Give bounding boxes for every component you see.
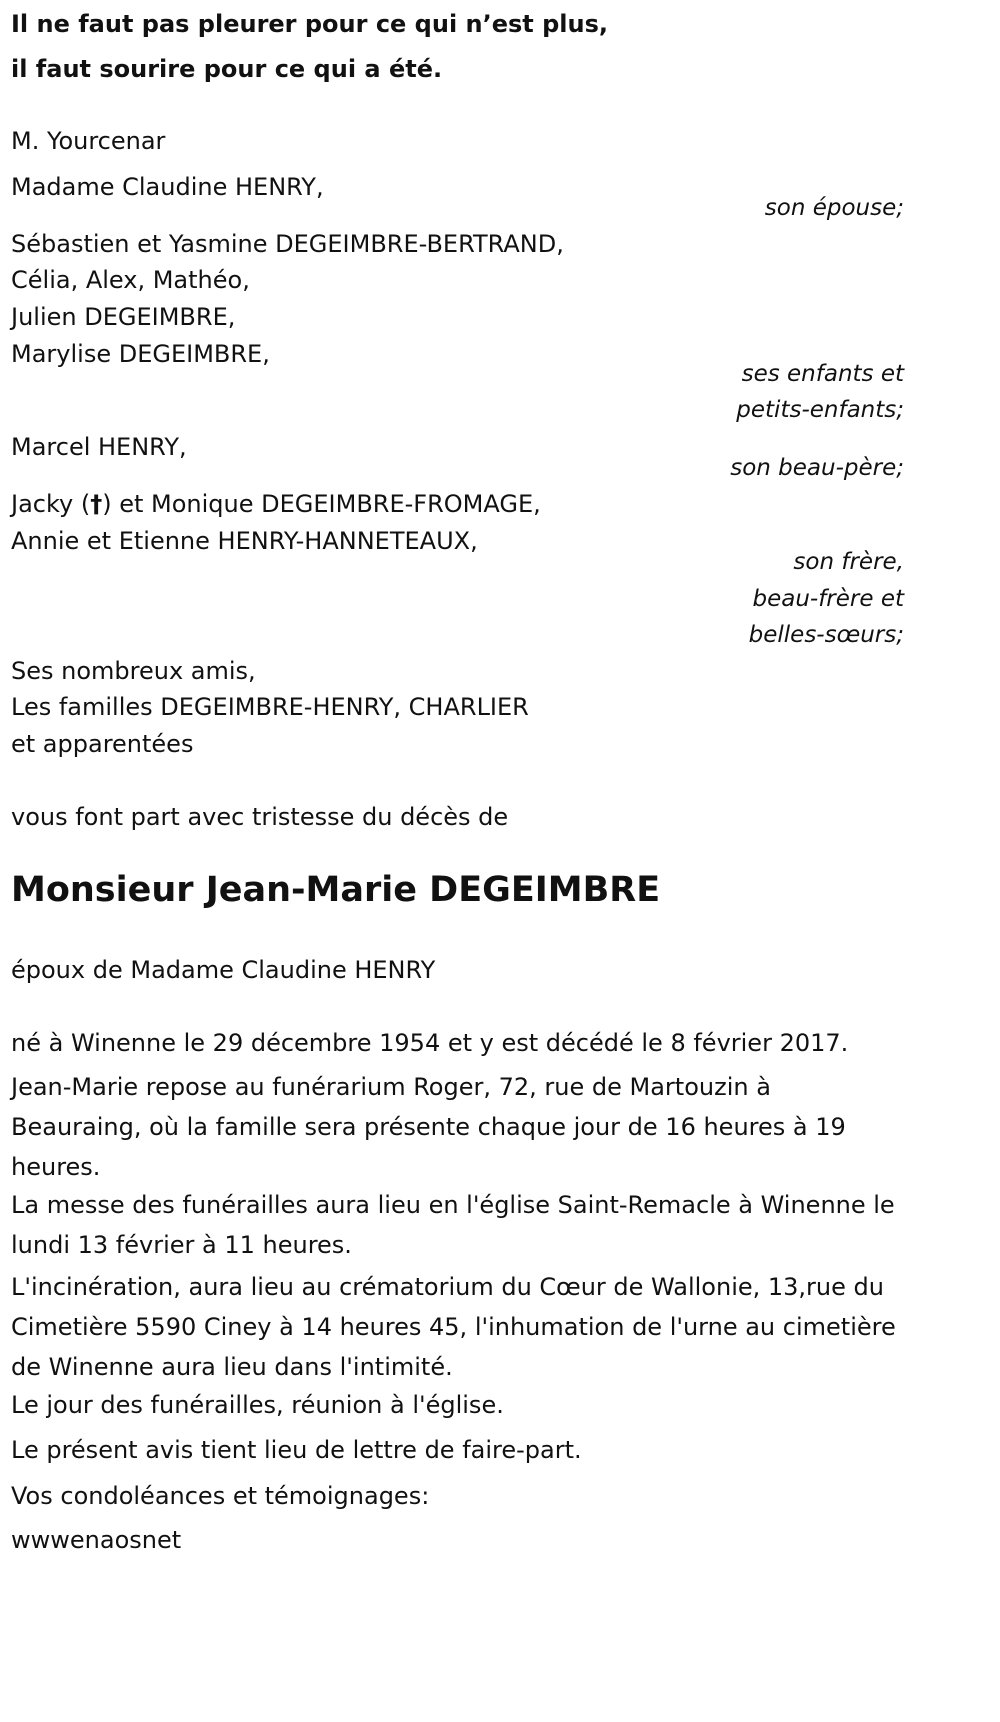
deceased-name: Monsieur Jean-Marie DEGEIMBRE: [11, 870, 661, 910]
children-role-line-2: petits-enfants;: [736, 397, 904, 423]
child-name: Célia, Alex, Mathéo,: [11, 266, 250, 294]
announcement-text: vous font part avec tristesse du décès de: [11, 803, 509, 831]
quote-author: M. Yourcenar: [11, 127, 166, 155]
child-name: Sébastien et Yasmine DEGEIMBRE-BERTRAND,: [11, 230, 564, 258]
detail-birth-death: né à Winenne le 29 décembre 1954 et y est décédé le 8 février 2017.: [11, 1029, 849, 1057]
detail-funerarium: Jean-Marie repose au funérarium Roger, 72, rue de Martouzin à Beauraing, où la famille sera présente chaque jour de 16 heures à 19 heures.: [11, 1073, 846, 1181]
detail-mass: La messe des funérailles aura lieu en l'église Saint-Remacle à Winenne le lundi 13 février à 11 heures.: [11, 1191, 895, 1259]
condolences-website: wwwenaosnet: [11, 1526, 182, 1554]
deceased-spouse-of: époux de Madame Claudine HENRY: [11, 956, 436, 984]
siblings-role-line-1: son frère,: [793, 549, 904, 575]
others-line: et apparentées: [11, 730, 194, 758]
quote-line-1: Il ne faut pas pleurer pour ce qui n’est plus,: [11, 10, 609, 38]
siblings-role-line-2: beau-frère et: [752, 586, 904, 612]
deceased-cross-icon: †: [90, 490, 103, 518]
sibling-name: [11, 484, 541, 524]
children-role-line-1: ses enfants et: [741, 361, 904, 387]
detail-condolences: Vos condoléances et témoignages:: [11, 1482, 430, 1510]
detail-notice: Le présent avis tient lieu de lettre de faire-part.: [11, 1436, 582, 1464]
sibling-name-suffix: ) et Monique DEGEIMBRE-FROMAGE,: [102, 490, 541, 518]
father-in-law-name: Marcel HENRY,: [11, 433, 187, 461]
siblings-role-line-3: belles-sœurs;: [748, 622, 904, 648]
others-line: Ses nombreux amis,: [11, 657, 256, 685]
spouse-name: Madame Claudine HENRY,: [11, 173, 324, 201]
sibling-name: Annie et Etienne HENRY-HANNETEAUX,: [11, 527, 478, 555]
father-in-law-role: son beau-père;: [730, 455, 904, 481]
sibling-name-prefix: Jacky (: [11, 490, 91, 518]
detail-cremation: L'incinération, aura lieu au crématorium du Cœur de Wallonie, 13,rue du Cimetière 5590 Ciney à 14 heures 45, l'inhumation de l'urne au cimetière de Winenne aura lieu dans l'intimité.: [11, 1273, 896, 1381]
spouse-role: son épouse;: [764, 195, 904, 221]
child-name: Marylise DEGEIMBRE,: [11, 340, 270, 368]
child-name: Julien DEGEIMBRE,: [11, 303, 236, 331]
quote-line-2: il faut sourire pour ce qui a été.: [11, 55, 443, 83]
detail-gathering: Le jour des funérailles, réunion à l'église.: [11, 1391, 504, 1419]
others-line: Les familles DEGEIMBRE-HENRY, CHARLIER: [11, 693, 529, 721]
